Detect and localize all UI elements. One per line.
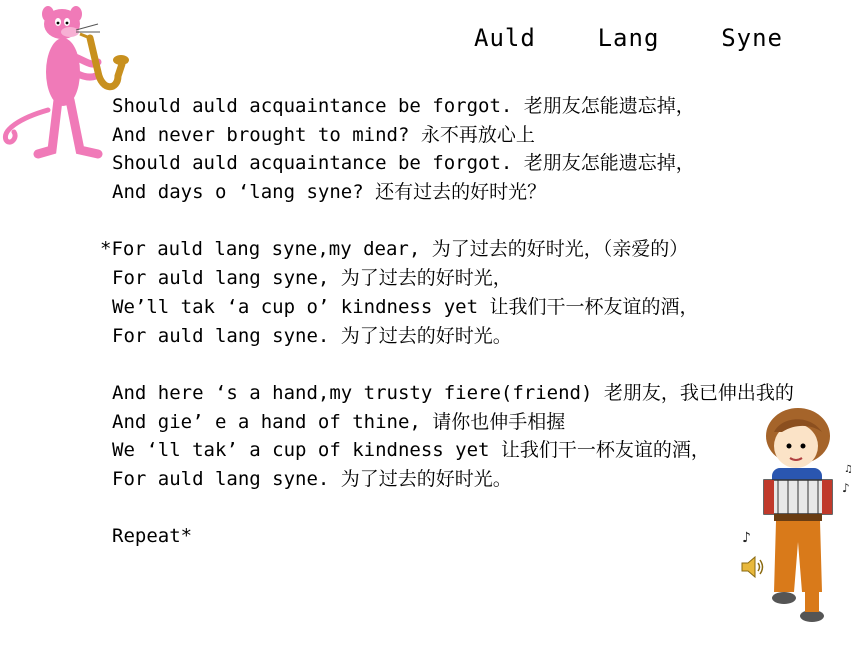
lyric-line: We’ll tak ‘a cup o’ kindness yet 让我们干一杯友谊的酒， [112, 295, 699, 318]
lyric-line: For auld lang syne, 为了过去的好时光， [112, 267, 512, 290]
lyric-line: And here ‘s a hand,my trusty fiere(friend) 老朋友，我已伸出我的 [112, 381, 794, 404]
speaker-icon[interactable] [739, 553, 765, 581]
svg-text:♪: ♪ [842, 481, 850, 495]
stanza-chorus [100, 235, 860, 350]
lyric-line: Should auld acquaintance be forgot. 老朋友怎能遗忘掉， [112, 152, 695, 175]
lyric-line: For auld lang syne. 为了过去的好时光。 [112, 324, 512, 347]
boy-accordion-icon [738, 402, 860, 635]
lyric-line: We ‘ll tak’ a cup of kindness yet 让我们干一杯友谊的酒， [112, 439, 710, 462]
lyric-line: And gie’ e a hand of thine, 请你也伸手相握 [112, 410, 566, 433]
pink-panther-saxophone-icon [0, 0, 135, 165]
svg-text:♫: ♫ [844, 464, 853, 475]
lyric-line: And days o ‘lang syne? 还有过去的好时光？ [112, 181, 547, 204]
song-title: Auld Lang Syne [474, 24, 783, 52]
lyric-line: And never brought to mind? 永不再放心上 [112, 123, 535, 146]
lyric-line: *For auld lang syne,my dear, 为了过去的好时光，（亲爱的） [100, 238, 689, 261]
lyric-line: Should auld acquaintance be forgot. 老朋友怎能遗忘掉， [112, 95, 695, 117]
stanza-gap [100, 350, 860, 379]
stanza-gap [100, 207, 860, 236]
lyric-line: Repeat* [112, 525, 193, 548]
svg-text:♪: ♪ [742, 530, 751, 546]
stanza-1 [100, 92, 860, 207]
lyric-line: For auld lang syne. 为了过去的好时光。 [112, 467, 512, 490]
